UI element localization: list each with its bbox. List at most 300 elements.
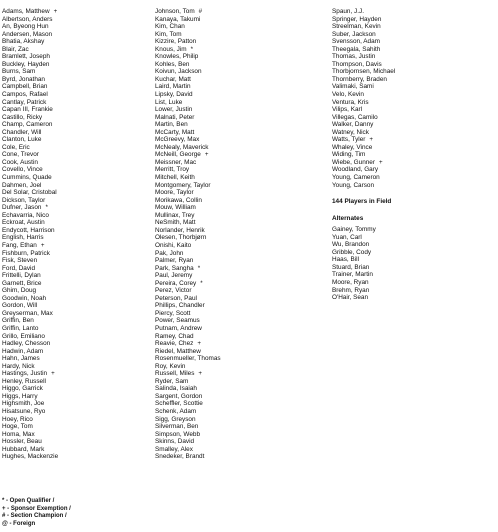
player-row (2, 310, 58, 318)
player-name: Thornberry, Braden (332, 75, 387, 83)
player-row (2, 144, 58, 152)
player-name: Whaley, Vince (332, 143, 373, 151)
player-name: Young, Carson (332, 181, 375, 189)
player-row (155, 310, 221, 318)
player-name: Paul, Jeremy (155, 272, 193, 280)
player-name: Pereira, Corey (155, 279, 197, 287)
player-name: Garnett, Brice (2, 279, 42, 287)
player-row (2, 265, 58, 273)
player-row (155, 212, 221, 220)
player-name: Greyserman, Max (2, 309, 53, 317)
player-row (2, 257, 58, 265)
player-name: Hahn, James (2, 355, 40, 363)
player-name: Hisatsune, Ryo (2, 407, 46, 415)
player-name: Power, Seamus (155, 317, 200, 325)
player-row (2, 378, 58, 386)
alternate-row: Moore, Ryan (332, 278, 369, 286)
player-column-1 (2, 8, 58, 461)
player-name: Adams, Matthew (2, 8, 50, 15)
player-row (155, 416, 221, 424)
player-row (2, 31, 58, 39)
player-row (2, 46, 58, 54)
player-row (155, 438, 221, 446)
player-name: Cole, Eric (2, 143, 30, 151)
player-name: Walker, Danny (332, 121, 374, 129)
player-row (332, 121, 395, 129)
player-name: Ventura, Kris (332, 98, 369, 106)
player-name: McNeill, George (155, 151, 201, 159)
player-row (155, 136, 221, 144)
player-name: Hadley, Chesson (2, 340, 51, 348)
player-name: Simpson, Webb (155, 430, 200, 438)
player-row (2, 355, 58, 363)
player-row (2, 159, 58, 167)
player-name: Russell, Miles (155, 370, 195, 378)
player-name: Watney, Nick (332, 128, 369, 136)
player-row (2, 68, 58, 76)
player-name: Dahmen, Joel (2, 181, 42, 189)
player-name: Capan III, Frankie (2, 106, 53, 114)
player-row (2, 121, 58, 129)
player-name: Park, Sangha (155, 264, 194, 272)
player-name: Thorbjornsen, Michael (332, 68, 396, 76)
player-row (155, 106, 221, 114)
player-name: Moore, Taylor (155, 189, 194, 197)
player-row (2, 242, 58, 250)
player-name: Cone, Trevor (2, 151, 39, 159)
player-name: Scheffler, Scottie (155, 400, 203, 408)
player-name: McCarty, Matt (155, 128, 195, 136)
player-row (155, 99, 221, 107)
player-row (2, 53, 58, 61)
player-name: Valimaki, Sami (332, 83, 374, 91)
player-row (2, 151, 58, 159)
player-row (155, 453, 221, 461)
player-status-mark: + (378, 158, 383, 166)
player-row (155, 76, 221, 84)
player-name: Mouw, William (155, 204, 196, 212)
player-row (155, 431, 221, 439)
player-name: Martin, Ben (155, 121, 188, 129)
legend-section-champion: # - Section Champion / (2, 513, 67, 520)
player-name: Merritt, Troy (155, 166, 190, 174)
player-name: Griffin, Ben (2, 317, 34, 325)
player-list-3 (332, 8, 395, 189)
player-name: Piercy, Scott (155, 309, 191, 317)
player-name: Olesen, Thorbjørn (155, 234, 207, 242)
player-status-mark: * (190, 45, 194, 53)
player-row (155, 68, 221, 76)
player-name: Mullinax, Trey (155, 211, 195, 219)
player-row (332, 106, 395, 114)
player-name: Hoey, Rico (2, 415, 33, 423)
player-name: Villegas, Camilo (332, 113, 378, 121)
player-name: Hossler, Beau (2, 438, 42, 446)
player-name: Peterson, Paul (155, 294, 197, 302)
player-row (155, 423, 221, 431)
player-name: Andersen, Mason (2, 30, 53, 38)
player-row (2, 393, 58, 401)
player-name: Chandler, Will (2, 128, 42, 136)
player-name: Clanton, Luke (2, 136, 42, 144)
player-name: Dufner, Jason (2, 204, 42, 212)
player-name: Endycott, Harrison (2, 226, 55, 234)
player-status-mark: + (204, 151, 209, 159)
player-name: Phillips, Chandler (155, 302, 205, 310)
player-row (155, 317, 221, 325)
player-row (2, 197, 58, 205)
player-row (2, 272, 58, 280)
player-row (332, 16, 395, 24)
player-row (332, 136, 395, 144)
player-name: Svensson, Adam (332, 38, 380, 46)
player-status-mark: + (198, 370, 203, 378)
player-name: Streelman, Kevin (332, 23, 381, 31)
player-name: Campos, Rafael (2, 91, 48, 99)
player-row (155, 272, 221, 280)
player-column-2 (155, 8, 221, 461)
player-name: Salinda, Isaiah (155, 385, 197, 393)
player-row (2, 234, 58, 242)
alternates-heading: Alternates (332, 215, 364, 223)
player-name: Champ, Cameron (2, 121, 53, 129)
player-row (155, 355, 221, 363)
player-name: Velo, Kevin (332, 91, 364, 99)
alternate-row: Yuan, Carl (332, 233, 362, 241)
alternate-row: Haas, Bill (332, 256, 359, 264)
player-row (155, 53, 221, 61)
player-column-3 (332, 8, 395, 302)
player-name: Rosenmueller, Thomas (155, 355, 221, 363)
player-row (2, 99, 58, 107)
player-name: Buckley, Hayden (2, 60, 50, 68)
player-row (2, 227, 58, 235)
player-name: Morikawa, Collin (155, 196, 202, 204)
player-name: Del Solar, Cristobal (2, 189, 57, 197)
player-name: Ghim, Doug (2, 287, 37, 295)
player-status-mark: + (197, 340, 201, 348)
player-row (2, 189, 58, 197)
player-name: Fang, Ethan (2, 241, 37, 249)
player-row (155, 204, 221, 212)
player-name: Schenk, Adam (155, 407, 197, 415)
alternates-list (332, 226, 395, 301)
player-name: Gordon, Will (2, 302, 38, 310)
player-name: Onishi, Kaito (155, 241, 192, 249)
player-name: Skinns, David (155, 438, 195, 446)
player-row (2, 182, 58, 190)
player-row (2, 408, 58, 416)
player-row (2, 400, 58, 408)
player-row (2, 114, 58, 122)
player-row (332, 53, 395, 61)
player-name: Montgomery, Taylor (155, 181, 211, 189)
player-row (155, 151, 221, 159)
player-row (2, 348, 58, 356)
player-name: Hoge, Tom (2, 423, 33, 431)
player-name: Spaun, J.J. (332, 8, 364, 15)
player-row (2, 325, 58, 333)
player-row (332, 46, 395, 54)
player-row (2, 136, 58, 144)
player-row (2, 431, 58, 439)
player-name: Mitchell, Keith (155, 174, 195, 182)
player-row (332, 174, 395, 182)
player-row (2, 423, 58, 431)
player-row (155, 242, 221, 250)
player-row (2, 416, 58, 424)
player-name: Smalley, Alex (155, 445, 193, 453)
player-name: Ford, David (2, 264, 36, 272)
player-row (332, 182, 395, 190)
player-row (155, 16, 221, 24)
player-name: Blair, Zac (2, 45, 29, 53)
player-name: Koivun, Jackson (155, 68, 202, 76)
player-name: Byrd, Jonathan (2, 75, 45, 83)
player-name: Henley, Russell (2, 377, 46, 385)
player-row (332, 68, 395, 76)
player-name: Knous, Jim (155, 45, 187, 53)
player-row (155, 340, 221, 348)
player-row (2, 250, 58, 258)
player-row (155, 129, 221, 137)
player-status-mark: * (45, 204, 48, 212)
player-row (332, 166, 395, 174)
alternate-row: O'Hair, Sean (332, 294, 369, 302)
player-name: Cummins, Quade (2, 174, 52, 182)
player-row (155, 61, 221, 69)
player-row (155, 287, 221, 295)
player-row (155, 182, 221, 190)
player-name: Thomas, Justin (332, 53, 376, 61)
player-row (332, 91, 395, 99)
player-row (155, 159, 221, 167)
player-row (332, 83, 395, 91)
player-name: Malnati, Peter (155, 113, 195, 121)
player-status-mark: * (200, 279, 203, 287)
player-status-mark: # (198, 8, 203, 15)
player-name: Norlander, Henrik (155, 226, 205, 234)
player-name: Wiebe, Gunner (332, 158, 375, 166)
player-name: Lower, Justin (155, 106, 193, 114)
player-name: Young, Cameron (332, 174, 380, 182)
player-name: Cook, Austin (2, 158, 38, 166)
player-row (332, 38, 395, 46)
player-name: Widing, Tim (332, 151, 366, 159)
player-row (155, 265, 221, 273)
player-name: Riedel, Matthew (155, 347, 201, 355)
player-row (155, 325, 221, 333)
player-name: Campbell, Brian (2, 83, 48, 91)
player-status-mark: + (51, 370, 55, 378)
player-row (155, 333, 221, 341)
legend (2, 498, 71, 529)
player-row (155, 385, 221, 393)
player-name: Echavarria, Nico (2, 211, 49, 219)
player-row (155, 197, 221, 205)
player-name: Sargent, Gordon (155, 392, 203, 400)
alternate-row: Stuard, Brian (332, 263, 370, 271)
player-row (2, 219, 58, 227)
player-name: Silverman, Ben (155, 423, 199, 431)
player-status-mark: * (197, 264, 201, 272)
player-row (155, 400, 221, 408)
player-row (332, 114, 395, 122)
player-row (155, 363, 221, 371)
player-row (155, 348, 221, 356)
player-name: NeSmith, Matt (155, 219, 196, 227)
player-name: Palmer, Ryan (155, 257, 194, 265)
legend-open-qualifier: * - Open Qualifier / (2, 498, 55, 504)
player-name: Kuchar, Matt (155, 75, 191, 83)
player-row (2, 446, 58, 454)
player-name: Dickson, Taylor (2, 196, 46, 204)
player-name: Kim, Tom (155, 30, 182, 38)
player-name: Thompson, Davis (332, 60, 382, 68)
player-row (155, 370, 221, 378)
player-row (155, 219, 221, 227)
player-name: Theegala, Sahith (332, 45, 381, 53)
player-name: Bramlett, Joseph (2, 53, 50, 61)
player-name: Highsmith, Joe (2, 400, 45, 408)
player-row (155, 144, 221, 152)
player-row (155, 8, 221, 16)
player-name: Higgo, Garrick (2, 385, 43, 393)
player-row (2, 287, 58, 295)
player-name: Watts, Tyler (332, 136, 366, 144)
alternate-row: Gribble, Cody (332, 248, 372, 256)
player-row (2, 212, 58, 220)
player-row (2, 38, 58, 46)
player-name: Fisk, Steven (2, 257, 38, 265)
player-name: Eckroat, Austin (2, 219, 45, 227)
player-name: Pak, John (155, 249, 184, 257)
player-name: An, Byeong Hun (2, 23, 49, 31)
player-name: List, Luke (155, 98, 183, 106)
player-name: Homa, Max (2, 430, 35, 438)
player-row (2, 438, 58, 446)
player-row (155, 46, 221, 54)
field-count-heading: 144 Players in Field (332, 198, 392, 206)
player-row (2, 385, 58, 393)
player-row (2, 83, 58, 91)
player-row (332, 8, 395, 16)
player-name: Frittelli, Dylan (2, 272, 41, 280)
player-row (332, 23, 395, 31)
player-name: Perez, Victor (155, 287, 192, 295)
player-name: Bhatia, Akshay (2, 38, 45, 46)
player-name: Grillo, Emiliano (2, 332, 45, 340)
player-row (155, 166, 221, 174)
player-row (2, 16, 58, 24)
player-row (155, 174, 221, 182)
player-name: Hardy, Nick (2, 362, 35, 370)
player-row (155, 83, 221, 91)
player-name: Ramey, Chad (155, 332, 194, 340)
player-row (2, 106, 58, 114)
player-row (332, 151, 395, 159)
player-row (2, 302, 58, 310)
player-row (332, 31, 395, 39)
player-row (2, 280, 58, 288)
player-row (2, 340, 58, 348)
player-name: Snedeker, Brandt (155, 453, 205, 461)
player-row (155, 280, 221, 288)
player-row (2, 295, 58, 303)
player-name: Kanaya, Takumi (155, 15, 201, 23)
player-name: Hubbard, Mark (2, 445, 45, 453)
player-name: Knowles, Philip (155, 53, 199, 61)
player-name: Hughes, Mackenzie (2, 453, 59, 461)
player-row (155, 408, 221, 416)
player-row (2, 204, 58, 212)
player-row (155, 91, 221, 99)
player-row (155, 393, 221, 401)
alternate-row: Gainey, Tommy (332, 226, 376, 234)
player-row (2, 76, 58, 84)
player-name: Goodwin, Noah (2, 294, 47, 302)
legend-foreign: @ - Foreign (2, 521, 36, 528)
player-row (2, 61, 58, 69)
player-status-mark: + (40, 241, 45, 249)
player-row (155, 295, 221, 303)
alternate-row: Trainer, Martin (332, 271, 373, 279)
player-name: Meissner, Mac (155, 158, 197, 166)
player-row (155, 257, 221, 265)
player-row (155, 234, 221, 242)
player-name: Albertson, Anders (2, 15, 53, 23)
player-row (332, 99, 395, 107)
player-row (332, 159, 395, 167)
player-name: Springer, Hayden (332, 15, 382, 23)
player-row (332, 129, 395, 137)
player-name: English, Harris (2, 234, 44, 242)
player-row (2, 129, 58, 137)
player-name: Cantlay, Patrick (2, 98, 47, 106)
player-row (155, 250, 221, 258)
player-row (2, 8, 58, 16)
player-name: Roy, Kevin (155, 362, 186, 370)
player-name: Castillo, Ricky (2, 113, 43, 121)
player-row (332, 144, 395, 152)
player-name: Suber, Jackson (332, 30, 376, 38)
player-row (2, 363, 58, 371)
player-name: Burns, Sam (2, 68, 36, 76)
player-status-mark: + (369, 136, 374, 144)
player-row (332, 61, 395, 69)
player-row (2, 453, 58, 461)
player-row (155, 446, 221, 454)
player-row (2, 317, 58, 325)
player-name: Sigg, Greyson (155, 415, 196, 423)
player-name: Fishburn, Patrick (2, 249, 50, 257)
player-name: Hastings, Justin (2, 370, 48, 378)
player-row (155, 31, 221, 39)
player-row (155, 23, 221, 31)
player-row (155, 378, 221, 386)
player-name: Vilips, Karl (332, 106, 363, 114)
player-name: Kohles, Ben (155, 60, 190, 68)
player-name: Higgs, Harry (2, 392, 38, 400)
player-row (155, 227, 221, 235)
player-row (155, 189, 221, 197)
player-name: Laird, Martin (155, 83, 191, 91)
alternate-row: Wu, Brandon (332, 241, 370, 249)
player-name: Ryder, Sam (155, 377, 189, 385)
player-row (155, 121, 221, 129)
player-name: Woodland, Gary (332, 166, 379, 174)
player-row (155, 38, 221, 46)
